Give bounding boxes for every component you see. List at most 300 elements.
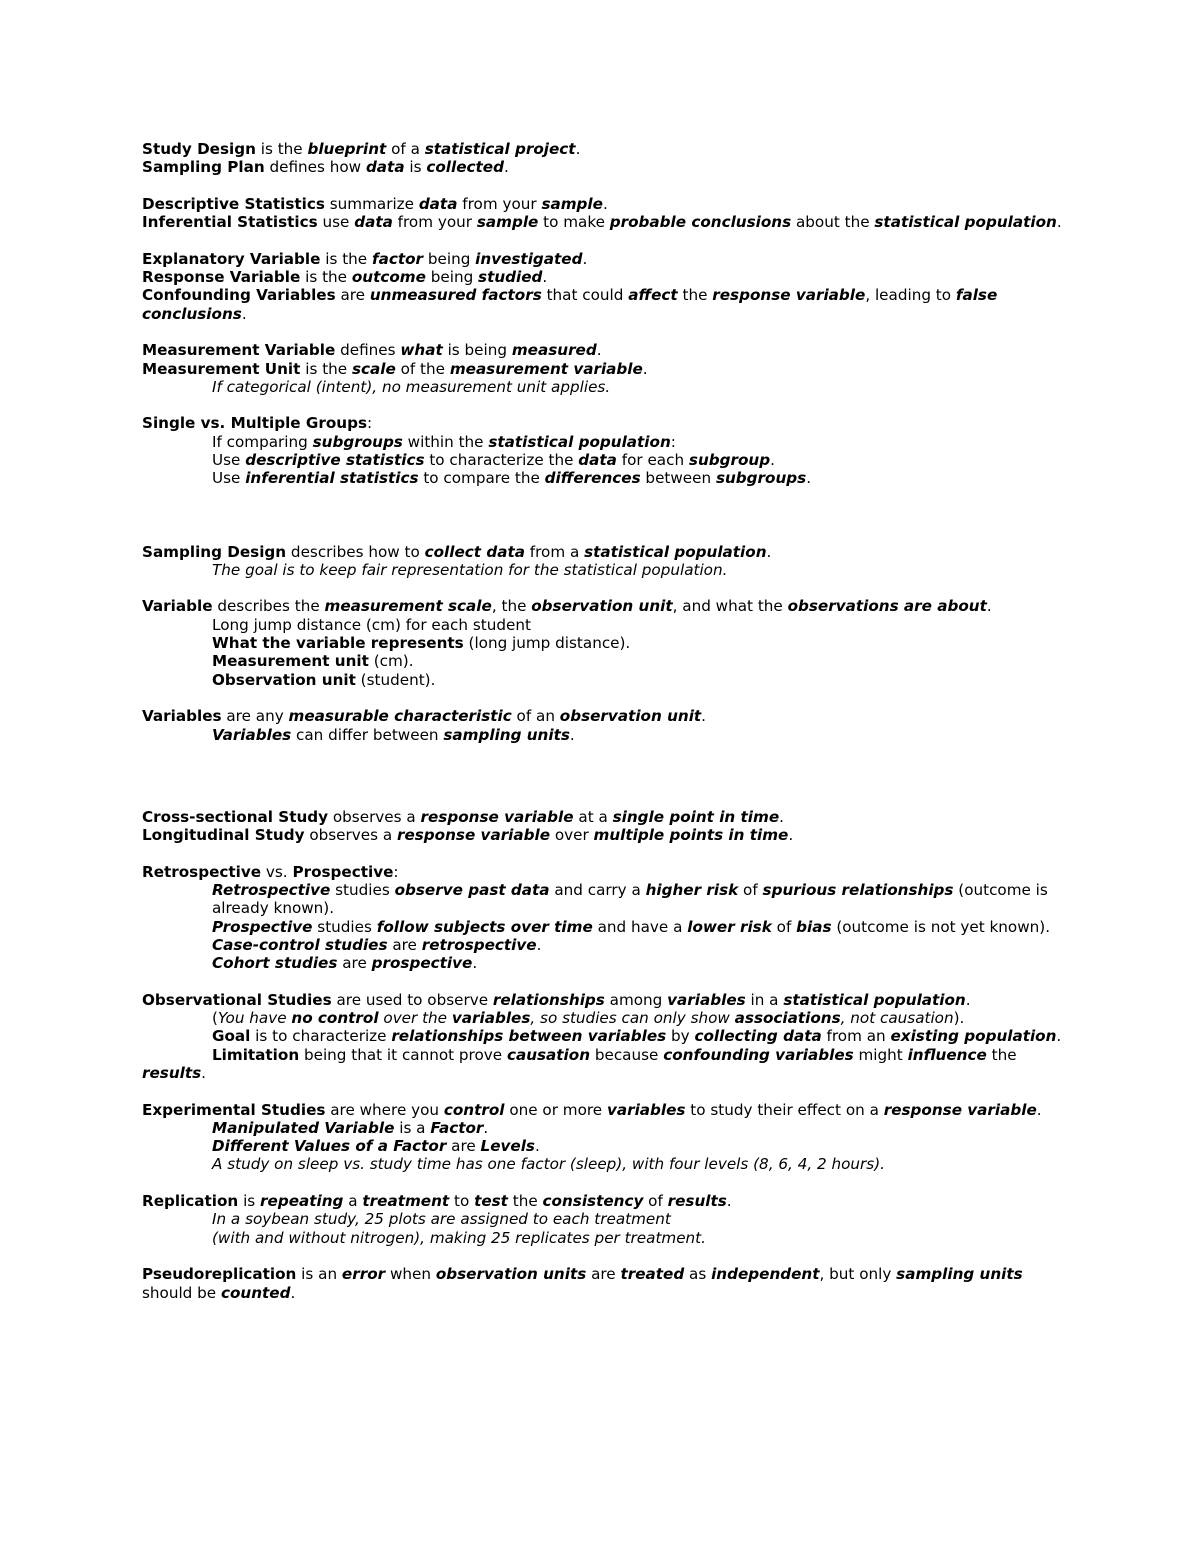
- term-text: collected: [426, 158, 504, 177]
- term-text: Retrospective: [142, 862, 262, 881]
- note-text: describes how to: [286, 542, 425, 561]
- note-text: .: [542, 268, 548, 287]
- term-text: results: [142, 1063, 202, 1082]
- note-line: [142, 543, 1062, 561]
- term-text: response variable: [420, 807, 574, 826]
- note-text: .: [986, 597, 992, 616]
- note-text: ).: [953, 1009, 965, 1028]
- term-text: variables: [606, 1100, 686, 1119]
- note-text: .: [806, 469, 812, 488]
- note-line: [142, 1101, 1062, 1119]
- indented-note-line: [142, 433, 1062, 451]
- note-block: [142, 1192, 1062, 1247]
- term-text: sample: [476, 213, 539, 232]
- note-text: .: [1056, 213, 1062, 232]
- note-line: [142, 991, 1062, 1009]
- note-text: :: [670, 432, 676, 451]
- note-text: and have a: [592, 917, 688, 936]
- note-text: being that it cannot prove: [299, 1045, 507, 1064]
- note-text: the: [507, 1192, 543, 1211]
- term-text: Manipulated Variable: [212, 1118, 395, 1137]
- note-text: over: [550, 826, 594, 845]
- note-text: that could: [541, 286, 629, 305]
- note-line: [142, 158, 1062, 176]
- term-text: Factor: [430, 1118, 484, 1137]
- indented-note-line: [142, 1137, 1062, 1155]
- term-text: outcome: [351, 268, 426, 287]
- note-text: .: [483, 1118, 489, 1137]
- term-text: Retrospective: [212, 880, 331, 899]
- term-text: relationships: [492, 990, 605, 1009]
- note-text: .: [536, 935, 542, 954]
- term-text: blueprint: [307, 140, 387, 158]
- note-text: (: [212, 1009, 218, 1028]
- note-text: observes a: [328, 807, 421, 826]
- note-text: studies: [312, 917, 377, 936]
- term-text: subgroup: [688, 451, 771, 470]
- indented-note-line: [142, 936, 1062, 954]
- note-text: (outcome is already known).: [212, 880, 1048, 918]
- term-text: associations: [734, 1009, 841, 1028]
- term-text: Replication: [142, 1192, 239, 1211]
- note-text: , not causation: [840, 1009, 954, 1028]
- term-text: Measurement Variable: [142, 341, 336, 360]
- note-text: Long jump distance (cm) for each student: [212, 615, 531, 634]
- note-text: is the: [300, 268, 352, 287]
- note-line: [142, 863, 1062, 881]
- note-text: one or more: [504, 1100, 607, 1119]
- term-text: inferential statistics: [245, 469, 419, 488]
- note-text: the: [677, 286, 713, 305]
- note-text: use: [317, 213, 355, 232]
- indented-note-line: [142, 1046, 1062, 1083]
- term-text: data: [418, 194, 458, 213]
- note-text: defines: [335, 341, 401, 360]
- note-text: .: [602, 194, 608, 213]
- term-text: causation: [506, 1045, 591, 1064]
- block-spacer: [142, 177, 1062, 195]
- term-text: statistical population: [488, 432, 671, 451]
- note-block: [142, 707, 1062, 744]
- note-block: [142, 195, 1062, 232]
- block-spacer: [142, 231, 1062, 249]
- note-text: and carry a: [549, 880, 646, 899]
- note-text: between: [640, 469, 716, 488]
- note-text: You have: [217, 1009, 292, 1028]
- note-block: [142, 1101, 1062, 1174]
- note-text: is: [238, 1192, 261, 1211]
- term-text: control: [443, 1100, 505, 1119]
- note-text: the: [986, 1045, 1017, 1064]
- note-text: A study on sleep vs. study time has one factor (sleep), with four levels (8, 6, 4, 2 hours).: [212, 1155, 885, 1174]
- term-text: follow subjects over time: [376, 917, 593, 936]
- note-text: of the: [395, 359, 450, 378]
- term-text: observation unit: [531, 597, 673, 616]
- term-text: response variable: [396, 826, 551, 845]
- indented-note-line: [142, 726, 1062, 744]
- term-text: confounding variables: [663, 1045, 854, 1064]
- note-text: .: [1036, 1100, 1042, 1119]
- indented-note-line: [142, 451, 1062, 469]
- term-text: test: [474, 1192, 508, 1211]
- term-text: statistical population: [783, 990, 966, 1009]
- note-text: to characterize the: [424, 451, 579, 470]
- note-text: is being: [442, 341, 512, 360]
- note-text: at a: [573, 807, 613, 826]
- block-spacer: [142, 972, 1062, 990]
- note-text: (cm).: [368, 652, 414, 671]
- note-text: , the: [491, 597, 532, 616]
- term-text: consistency: [542, 1192, 644, 1211]
- note-line: [142, 250, 1062, 268]
- note-text: is an: [296, 1265, 342, 1284]
- note-text: (student).: [355, 670, 436, 689]
- term-text: false conclusions: [142, 286, 998, 323]
- term-text: Observation unit: [212, 670, 356, 689]
- note-text: , but only: [819, 1265, 897, 1284]
- note-line: [142, 414, 1062, 432]
- term-text: Measurement Unit: [142, 359, 301, 378]
- term-text: bias: [796, 917, 832, 936]
- term-text: subgroups: [715, 469, 807, 488]
- term-text: Observational Studies: [142, 990, 332, 1009]
- term-text: Variable: [142, 597, 213, 616]
- term-text: measurable characteristic: [288, 707, 512, 726]
- term-text: observe past data: [394, 880, 550, 899]
- indented-note-line: [142, 881, 1062, 918]
- term-text: Variables: [142, 707, 222, 726]
- note-text: observes a: [304, 826, 397, 845]
- note-text: (long jump distance).: [463, 634, 631, 653]
- note-text: , leading to: [865, 286, 956, 305]
- note-text: to make: [538, 213, 610, 232]
- block-spacer: [142, 323, 1062, 341]
- note-text: of an: [511, 707, 560, 726]
- note-line: [142, 286, 1062, 323]
- term-text: Cohort studies: [212, 954, 338, 973]
- indented-note-line: [142, 652, 1062, 670]
- note-text: from a: [524, 542, 585, 561]
- term-text: Response Variable: [142, 268, 301, 287]
- term-text: studied: [478, 268, 543, 287]
- note-line: [142, 826, 1062, 844]
- term-text: Measurement unit: [212, 652, 369, 671]
- indented-note-line: [142, 469, 1062, 487]
- note-text: are: [387, 935, 422, 954]
- term-text: error: [341, 1265, 386, 1284]
- term-text: observation unit: [559, 707, 702, 726]
- note-text: are any: [221, 707, 289, 726]
- note-text: In a soybean study, 25 plots are assigned to each treatment: [212, 1210, 671, 1229]
- indented-note-line: [142, 1119, 1062, 1137]
- note-text: .: [766, 542, 772, 561]
- note-text: of: [771, 917, 797, 936]
- note-text: in a: [745, 990, 784, 1009]
- indented-note-line: [142, 918, 1062, 936]
- term-text: higher risk: [645, 880, 739, 899]
- note-text: for each: [616, 451, 689, 470]
- note-text: (outcome is not yet known).: [831, 917, 1051, 936]
- term-text: Sampling Plan: [142, 158, 265, 177]
- note-block: [142, 250, 1062, 323]
- indented-note-line: [142, 954, 1062, 972]
- note-block: [142, 414, 1062, 487]
- term-text: independent: [711, 1265, 820, 1284]
- note-text: about the: [791, 213, 875, 232]
- term-text: treated: [620, 1265, 685, 1284]
- term-text: Longitudinal Study: [142, 826, 305, 845]
- note-text: .: [575, 140, 581, 158]
- note-text: being: [425, 268, 479, 287]
- term-text: Goal: [212, 1027, 251, 1046]
- note-text: .: [582, 249, 588, 268]
- block-spacer: [142, 1174, 1062, 1192]
- note-text: of: [738, 880, 763, 899]
- block-spacer: [142, 396, 1062, 414]
- term-text: Descriptive Statistics: [142, 194, 325, 213]
- note-text: are: [335, 286, 370, 305]
- term-text: Variables: [212, 725, 292, 744]
- indented-note-line: [142, 1155, 1062, 1173]
- note-text: is to characterize: [250, 1027, 392, 1046]
- note-block: [142, 808, 1062, 845]
- note-text: is the: [300, 359, 352, 378]
- term-text: collecting data: [694, 1027, 822, 1046]
- note-block: [142, 597, 1062, 688]
- note-line: [142, 195, 1062, 213]
- term-text: Experimental Studies: [142, 1100, 326, 1119]
- note-text: is the: [255, 140, 308, 158]
- term-text: sampling units: [443, 725, 570, 744]
- term-text: results: [667, 1192, 727, 1211]
- note-text: The goal is to keep fair representation for the statistical population.: [212, 560, 728, 579]
- note-text: .: [596, 341, 602, 360]
- term-text: affect: [628, 286, 678, 305]
- term-text: measurement variable: [449, 359, 643, 378]
- term-text: measurement scale: [324, 597, 492, 616]
- note-block: [142, 341, 1062, 396]
- term-text: Case-control studies: [212, 935, 388, 954]
- term-text: subgroups: [312, 432, 403, 451]
- term-text: Inferential Statistics: [142, 213, 318, 232]
- note-text: of a: [386, 140, 425, 158]
- block-spacer: [142, 579, 1062, 597]
- note-block: [142, 543, 1062, 580]
- note-text: :: [367, 414, 373, 433]
- note-text: are used to observe: [331, 990, 493, 1009]
- note-text: .: [241, 304, 247, 323]
- document-body: [142, 140, 1062, 1302]
- note-text: is a: [394, 1118, 431, 1137]
- note-text: as: [684, 1265, 712, 1284]
- term-text: spurious relationships: [762, 880, 954, 899]
- term-text: observation units: [435, 1265, 587, 1284]
- term-text: lower risk: [687, 917, 772, 936]
- note-text: are: [337, 954, 372, 973]
- note-line: [142, 1192, 1062, 1210]
- term-text: investigated: [475, 249, 583, 268]
- note-text: .: [290, 1283, 296, 1302]
- term-text: retrospective: [421, 935, 537, 954]
- term-text: influence: [907, 1045, 987, 1064]
- note-text: studies: [330, 880, 395, 899]
- note-text: is the: [320, 249, 372, 268]
- term-text: statistical population: [874, 213, 1057, 232]
- note-line: [142, 140, 1062, 158]
- term-text: relationships between variables: [391, 1027, 667, 1046]
- term-text: Different Values of a Factor: [212, 1137, 447, 1156]
- term-text: unmeasured factors: [369, 286, 542, 305]
- note-block: [142, 991, 1062, 1082]
- term-text: data: [354, 213, 393, 232]
- note-text: might: [853, 1045, 908, 1064]
- note-text: defines how: [264, 158, 366, 177]
- term-text: statistical population: [584, 542, 767, 561]
- term-text: Explanatory Variable: [142, 249, 321, 268]
- note-line: [142, 1265, 1062, 1302]
- note-text: .: [779, 807, 784, 826]
- term-text: no control: [291, 1009, 379, 1028]
- block-spacer: [142, 1082, 1062, 1100]
- note-text: are: [586, 1265, 621, 1284]
- term-text: Prospective: [292, 862, 394, 881]
- note-text: is: [404, 158, 427, 177]
- term-text: variables: [451, 1009, 531, 1028]
- term-text: repeating: [260, 1192, 344, 1211]
- note-text: .: [569, 725, 575, 744]
- term-text: counted: [220, 1283, 291, 1302]
- note-text: Use: [212, 469, 246, 488]
- note-text: being: [423, 249, 476, 268]
- note-line: [142, 268, 1062, 286]
- term-text: observations are about: [787, 597, 987, 616]
- term-text: response variable: [883, 1100, 1037, 1119]
- indented-note-line: [142, 1229, 1062, 1247]
- term-text: factor: [371, 249, 424, 268]
- note-text: .: [788, 826, 794, 845]
- note-text: to: [449, 1192, 475, 1211]
- note-line: [142, 597, 1062, 615]
- term-text: sampling units: [896, 1265, 1023, 1284]
- term-text: Limitation: [212, 1045, 300, 1064]
- term-text: Pseudoreplication: [142, 1265, 297, 1284]
- note-text: can differ between: [291, 725, 444, 744]
- term-text: what: [400, 341, 443, 360]
- note-text: Use: [212, 451, 246, 470]
- indented-note-line: [142, 616, 1062, 634]
- term-text: Prospective: [212, 917, 313, 936]
- note-text: of: [643, 1192, 668, 1211]
- note-text: , so studies can only show: [530, 1009, 735, 1028]
- note-text: .: [1056, 1027, 1062, 1046]
- note-text: .: [726, 1192, 732, 1211]
- note-text: .: [534, 1137, 540, 1156]
- term-text: Levels: [480, 1137, 535, 1156]
- note-line: [142, 341, 1062, 359]
- note-text: from your: [392, 213, 477, 232]
- term-text: prospective: [371, 954, 473, 973]
- note-text: within the: [402, 432, 489, 451]
- note-block: [142, 863, 1062, 973]
- note-block: [142, 140, 1062, 177]
- note-text: summarize: [324, 194, 419, 213]
- note-text: If comparing: [212, 432, 313, 451]
- term-text: existing population: [890, 1027, 1057, 1046]
- note-text: .: [201, 1063, 206, 1082]
- block-spacer: [142, 744, 1062, 808]
- note-text: to study their effect on a: [685, 1100, 884, 1119]
- note-text: because: [590, 1045, 664, 1064]
- indented-note-line: [142, 671, 1062, 689]
- note-text: .: [503, 158, 509, 177]
- term-text: measured: [511, 341, 597, 360]
- term-text: data: [578, 451, 617, 470]
- indented-note-line: [142, 1027, 1062, 1045]
- term-text: Cross-sectional Study: [142, 807, 329, 826]
- block-spacer: [142, 488, 1062, 543]
- term-text: collect data: [424, 542, 525, 561]
- term-text: treatment: [362, 1192, 450, 1211]
- note-text: .: [770, 451, 775, 470]
- term-text: Study Design: [142, 140, 256, 158]
- term-text: scale: [351, 359, 396, 378]
- term-text: sample: [541, 194, 603, 213]
- term-text: statistical project: [424, 140, 576, 158]
- note-text: to compare the: [418, 469, 545, 488]
- note-text: are: [446, 1137, 481, 1156]
- note-text: .: [701, 707, 706, 726]
- note-text: from an: [821, 1027, 891, 1046]
- note-text: over the: [378, 1009, 452, 1028]
- term-text: What the variable represents: [212, 634, 464, 653]
- term-text: Sampling Design: [142, 542, 287, 561]
- note-line: [142, 707, 1062, 725]
- note-text: from your: [457, 194, 542, 213]
- note-text: If categorical (intent), no measurement unit applies.: [212, 377, 611, 396]
- note-line: [142, 360, 1062, 378]
- term-text: variables: [667, 990, 746, 1009]
- term-text: response variable: [712, 286, 866, 305]
- note-text: .: [965, 990, 971, 1009]
- note-text: by: [666, 1027, 695, 1046]
- note-text: vs.: [261, 862, 293, 881]
- block-spacer: [142, 1247, 1062, 1265]
- indented-note-line: [142, 378, 1062, 396]
- term-text: Confounding Variables: [142, 286, 336, 305]
- note-text: .: [642, 359, 648, 378]
- term-text: data: [365, 158, 405, 177]
- note-text: are where you: [325, 1100, 444, 1119]
- note-text: should be: [142, 1283, 221, 1302]
- indented-note-line: [142, 1009, 1062, 1027]
- term-text: differences: [544, 469, 641, 488]
- indented-note-line: [142, 634, 1062, 652]
- note-text: .: [472, 954, 478, 973]
- block-spacer: [142, 844, 1062, 862]
- indented-note-line: [142, 1210, 1062, 1228]
- note-block: [142, 1265, 1062, 1302]
- term-text: descriptive statistics: [245, 451, 425, 470]
- note-text: describes the: [212, 597, 325, 616]
- term-text: multiple points in time: [593, 826, 789, 845]
- block-spacer: [142, 689, 1062, 707]
- term-text: single point in time: [612, 807, 780, 826]
- term-text: Single vs. Multiple Groups: [142, 414, 367, 433]
- indented-note-line: [142, 561, 1062, 579]
- note-text: , and what the: [672, 597, 788, 616]
- note-line: [142, 808, 1062, 826]
- note-text: among: [604, 990, 668, 1009]
